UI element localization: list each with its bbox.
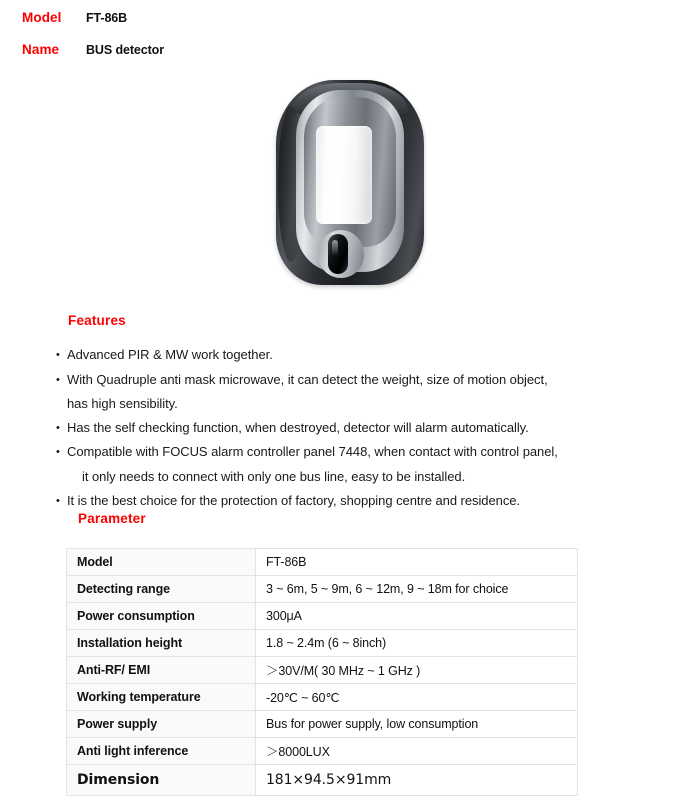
table-row — [67, 630, 578, 657]
feature-text: Advanced PIR & MW work together. — [67, 347, 273, 362]
feature-item — [56, 440, 666, 465]
parameter-key: Model — [67, 549, 256, 576]
feature-text: Compatible with FOCUS alarm controller panel 7448, when contact with control panel, — [67, 444, 558, 460]
bullet-icon: • — [56, 446, 60, 459]
table-row — [67, 711, 578, 738]
parameter-value: FT-86B — [256, 549, 578, 576]
parameter-key: Power consumption — [67, 603, 256, 630]
feature-item — [56, 489, 666, 514]
table-row — [67, 603, 578, 630]
features-heading: Features — [68, 313, 126, 328]
parameter-value: ＞30V/M( 30 MHz ~ 1 GHz ) — [256, 657, 578, 684]
model-value: FT-86B — [86, 11, 128, 25]
detector-fresnel-lens — [316, 126, 372, 224]
parameter-heading: Parameter — [78, 511, 146, 526]
model-label: Model — [22, 10, 62, 25]
table-row — [67, 738, 578, 765]
parameter-value: 3 ~ 6m, 5 ~ 9m, 6 ~ 12m, 9 ~ 18m for choice — [256, 576, 578, 603]
parameter-key: Detecting range — [67, 576, 256, 603]
feature-text: has high sensibility. — [67, 396, 178, 412]
detector-led-window — [328, 234, 348, 274]
model-row — [0, 10, 700, 42]
parameter-key: Anti-RF/ EMI — [67, 657, 256, 684]
feature-text: With Quadruple anti mask microwave, it can detect the weight, size of motion object, — [67, 371, 548, 387]
bullet-icon: • — [56, 349, 60, 361]
bullet-icon: • — [56, 421, 60, 434]
parameter-key: Power supply — [67, 711, 256, 738]
feature-text: Has the self checking function, when destroyed, detector will alarm automatically. — [67, 419, 529, 435]
name-row — [0, 42, 700, 74]
parameter-value: 300μA — [256, 603, 578, 630]
feature-text: it only needs to connect with only one bus line, easy to be installed. — [82, 468, 466, 484]
parameter-value: 181×94.5×91mm — [256, 765, 578, 796]
product-header — [0, 10, 700, 74]
name-label: Name — [22, 42, 60, 57]
parameter-value: ＞8000LUX — [256, 738, 578, 765]
parameter-key: Working temperature — [67, 684, 256, 711]
name-value: BUS detector — [86, 43, 164, 57]
product-image-area — [0, 72, 700, 302]
detector-led-highlight — [332, 240, 338, 256]
feature-text: It is the best choice for the protection of factory, shopping centre and residence. — [67, 492, 521, 508]
table-row — [67, 576, 578, 603]
feature-item — [56, 343, 666, 368]
bullet-icon: • — [56, 494, 60, 507]
features-list — [56, 343, 666, 513]
parameter-key: Dimension — [67, 765, 256, 796]
detector-product-image — [276, 80, 424, 285]
parameter-key: Installation height — [67, 630, 256, 657]
parameter-value: Bus for power supply, low consumption — [256, 711, 578, 738]
parameter-table — [66, 548, 578, 796]
table-row — [67, 765, 578, 796]
feature-item — [56, 392, 666, 416]
feature-item-continuation — [56, 465, 666, 489]
parameter-value: -20℃ ~ 60℃ — [256, 684, 578, 711]
feature-item — [56, 368, 666, 393]
parameter-value: 1.8 ~ 2.4m (6 ~ 8inch) — [256, 630, 578, 657]
table-row — [67, 549, 578, 576]
feature-item — [56, 416, 666, 441]
parameter-key: Anti light inference — [67, 738, 256, 765]
table-row — [67, 684, 578, 711]
table-row — [67, 657, 578, 684]
bullet-icon: • — [56, 373, 60, 386]
